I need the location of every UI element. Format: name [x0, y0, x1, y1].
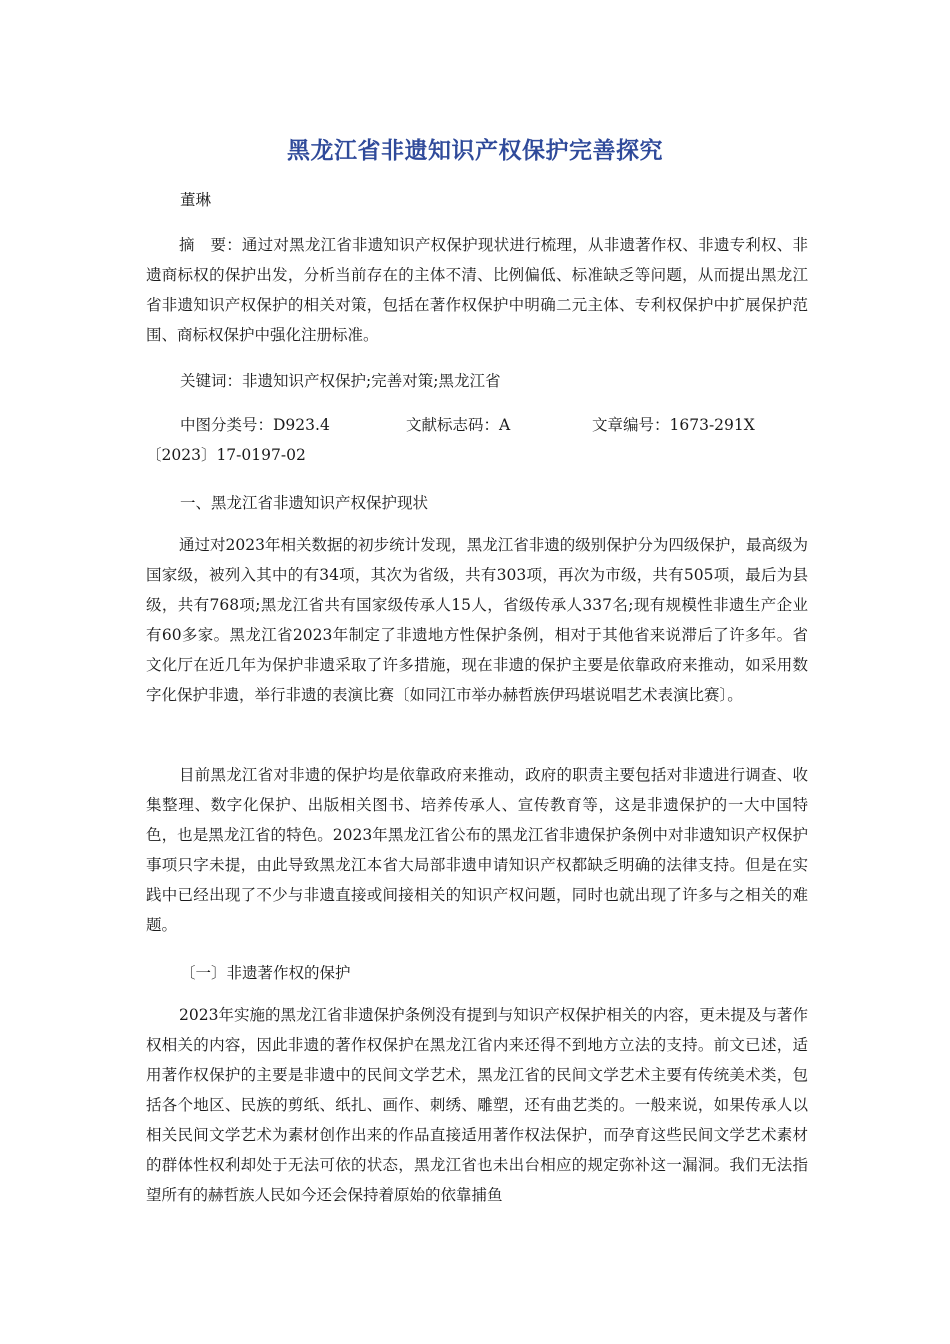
article-title: 黑龙江省非遗知识产权保护完善探究: [287, 138, 663, 164]
section-heading: 一、黑龙江省非遗知识产权保护现状: [180, 494, 429, 512]
article-number: 文章编号：1673-291X: [592, 416, 755, 434]
subsection-heading: 〔一〕非遗著作权的保护: [180, 964, 351, 982]
keywords: 关键词：非遗知识产权保护;完善对策;黑龙江省: [180, 372, 501, 390]
body-paragraph: 通过对2023年相关数据的初步统计发现，黑龙江省非遗的级别保护分为四级保护，最高级为国家级，被列入其中的有34项，其次为省级，共有303项，再次为市级，共有505项，最后为县级，共有768项;黑龙江省共有国家级传承人15人，省级传承人337名;现有规模性非遗生产企业有60多家。黑龙江省2023年制定了非遗地方性保护条例，相对于其他省来说滞后了许多年。省文化厅在近几年为保护非遗采取了许多措施，现在非遗的保护主要是依靠政府来推动，如采用数字化保护非遗，举行非遗的表演比赛〔如同江市举办赫哲族伊玛堪说唱艺术表演比赛〕。: [146, 536, 808, 704]
body-paragraph: 目前黑龙江省对非遗的保护均是依靠政府来推动，政府的职责主要包括对非遗进行调查、收集整理、数字化保护、出版相关图书、培养传承人、宣传教育等，这是非遗保护的一大中国特色，也是黑龙江省的特色。2023年黑龙江省公布的黑龙江省非遗保护条例中对非遗知识产权保护事项只字未提，由此导致黑龙江本省大局部非遗申请知识产权都缺乏明确的法律支持。但是在实践中已经出现了不少与非遗直接或间接相关的知识产权问题，同时也就出现了许多与之相关的难题。: [146, 766, 808, 934]
abstract: 摘 要：通过对黑龙江省非遗知识产权保护现状进行梳理，从非遗著作权、非遗专利权、非遗商标权的保护出发，分析当前存在的主体不清、比例偏低、标准缺乏等问题，从而提出黑龙江省非遗知识产权保护的相关对策，包括在著作权保护中明确二元主体、专利权保护中扩展保护范围、商标权保护中强化注册标准。: [146, 236, 808, 344]
body-paragraph: 2023年实施的黑龙江省非遗保护条例没有提到与知识产权保护相关的内容，更未提及与著作权相关的内容，因此非遗的著作权保护在黑龙江省内来还得不到地方立法的支持。前文已述，适用著作权保护的主要是非遗中的民间文学艺术，黑龙江省的民间文学艺术主要有传统美术类，包括各个地区、民族的剪纸、纸扎、画作、刺绣、雕塑，还有曲艺类的。一般来说，如果传承人以相关民间文学艺术为素材创作出来的作品直接适用著作权法保护，而孕育这些民间文学艺术素材的群体性权利却处于无法可依的状态，黑龙江省也未出台相应的规定弥补这一漏洞。我们无法指望所有的赫哲族人民如今还会保持着原始的依靠捕鱼: [146, 1006, 808, 1204]
clc-number: 中图分类号：D923.4: [180, 416, 330, 434]
classification-row: [180, 410, 755, 440]
author-name: 董琳: [180, 191, 212, 209]
document-code: 文献标志码：A: [406, 416, 511, 434]
article-number-continued: 〔2023〕17-0197-02: [146, 446, 306, 464]
